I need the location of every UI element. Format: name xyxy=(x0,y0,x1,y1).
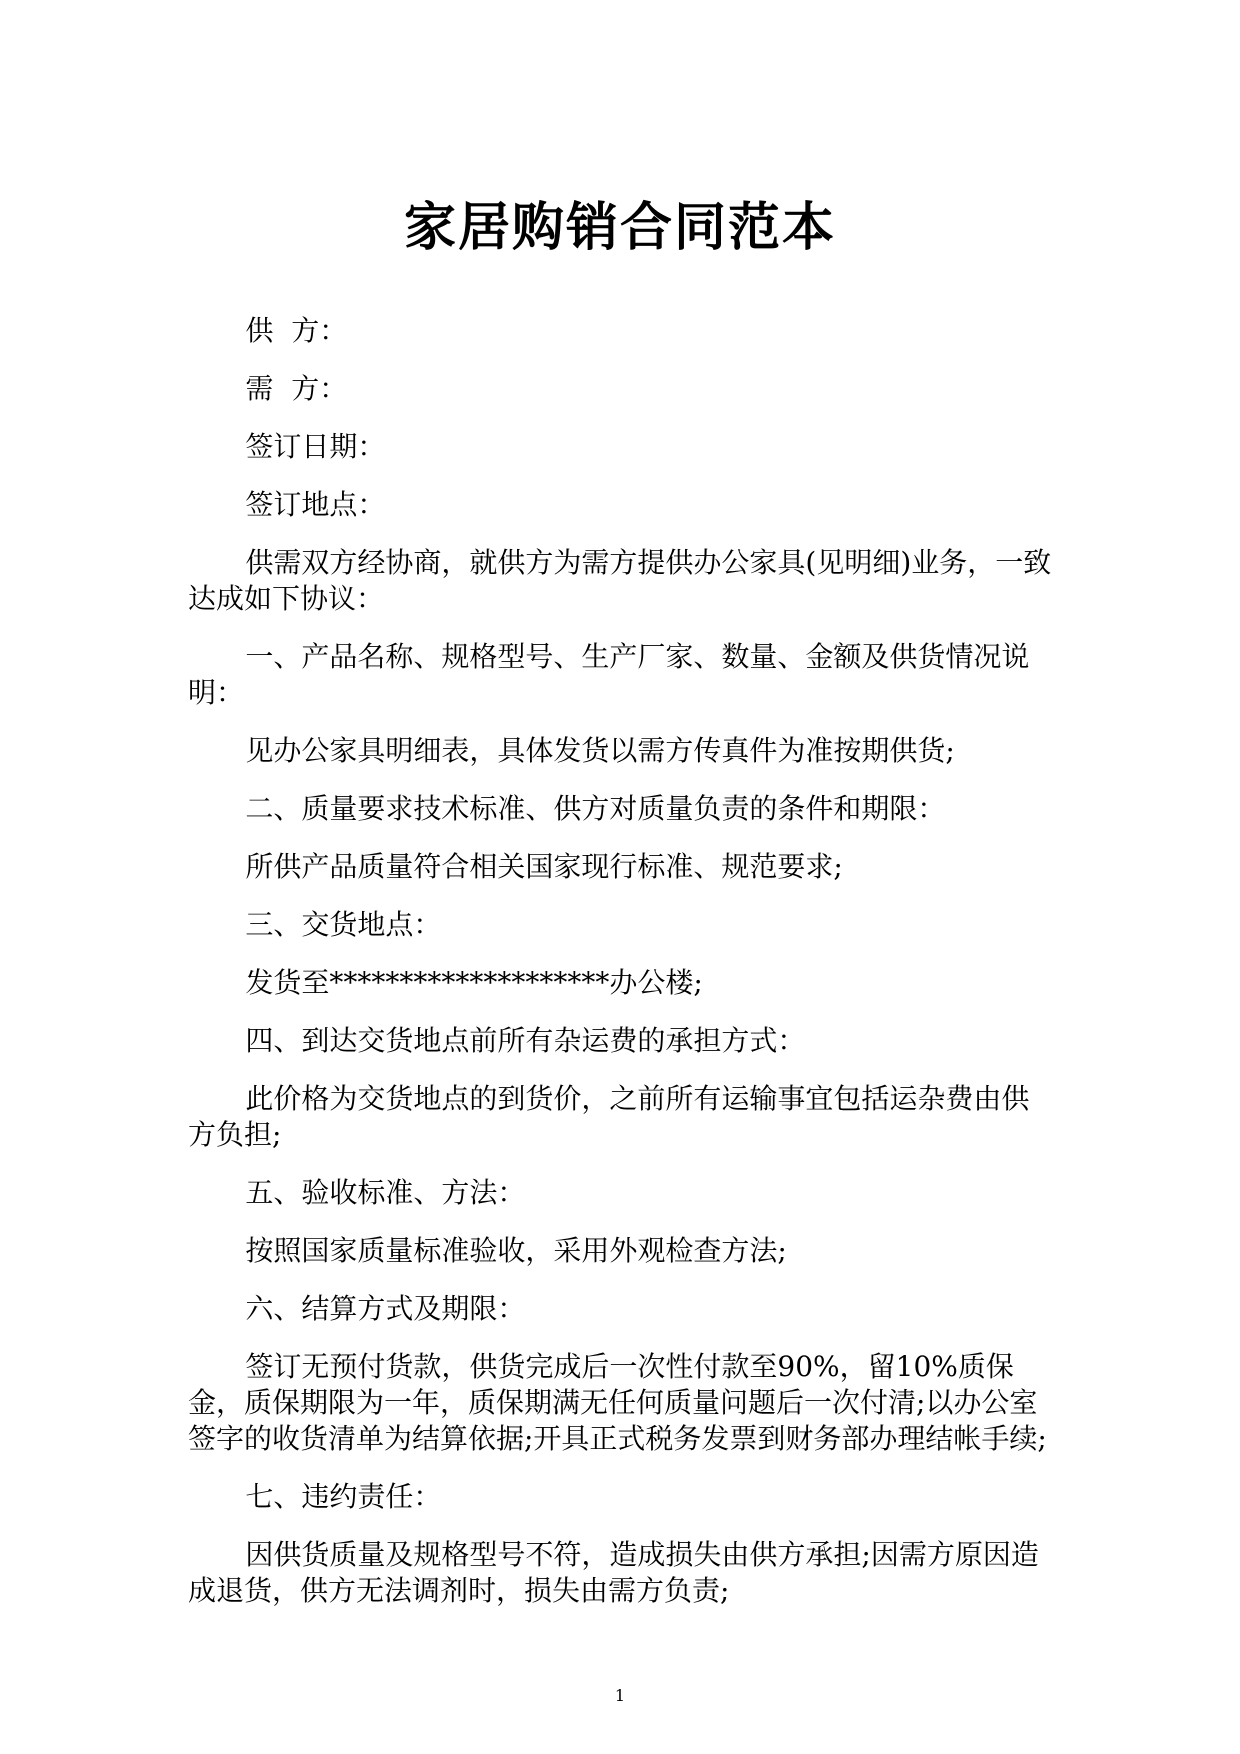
clause-2-heading: 二、质量要求技术标准、供方对质量负责的条件和期限： xyxy=(245,792,946,825)
buyer-field: 需 方： xyxy=(245,372,348,405)
supplier-field: 供 方： xyxy=(245,314,348,347)
clause-3-heading: 三、交货地点： xyxy=(245,908,442,941)
clause-1-heading: 一、产品名称、规格型号、生产厂家、数量、金额及供货情况说明： xyxy=(188,640,1030,709)
clause-6-heading: 六、结算方式及期限： xyxy=(245,1292,526,1325)
sign-place-field: 签订地点： xyxy=(245,488,386,521)
contract-body xyxy=(188,313,1056,1631)
clause-4-heading: 四、到达交货地点前所有杂运费的承担方式： xyxy=(245,1024,806,1057)
clause-7-content: 因供货质量及规格型号不符，造成损失由供方承担;因需方原因造成退货，供方无法调剂时，损失由需方负责; xyxy=(188,1538,1039,1607)
clause-2-content: 所供产品质量符合相关国家现行标准、规范要求; xyxy=(245,850,843,883)
page-number: 1 xyxy=(614,1686,626,1705)
clause-7-heading: 七、违约责任： xyxy=(245,1480,442,1513)
intro-paragraph: 供需双方经协商，就供方为需方提供办公家具(见明细)业务，一致达成如下协议： xyxy=(188,546,1052,615)
document-title: 家居购销合同范本 xyxy=(403,197,836,258)
clause-6-content: 签订无预付货款，供货完成后一次性付款至90%，留10%质保金，质保期限为一年，质保期满无任何质量问题后一次付清;以办公室签字的收货清单为结算依据;开具正式税务发票到财务部办理结帐手续; xyxy=(188,1350,1047,1455)
sign-date-field: 签订日期： xyxy=(245,430,386,463)
clause-5-heading: 五、验收标准、方法： xyxy=(245,1176,526,1209)
clause-4-content: 此价格为交货地点的到货价，之前所有运输事宜包括运杂费由供方负担; xyxy=(188,1082,1030,1151)
clause-5-content: 按照国家质量标准验收，采用外观检查方法; xyxy=(245,1234,787,1267)
clause-1-content: 见办公家具明细表，具体发货以需方传真件为准按期供货; xyxy=(245,734,955,767)
clause-3-content: 发货至********************办公楼; xyxy=(245,966,703,999)
